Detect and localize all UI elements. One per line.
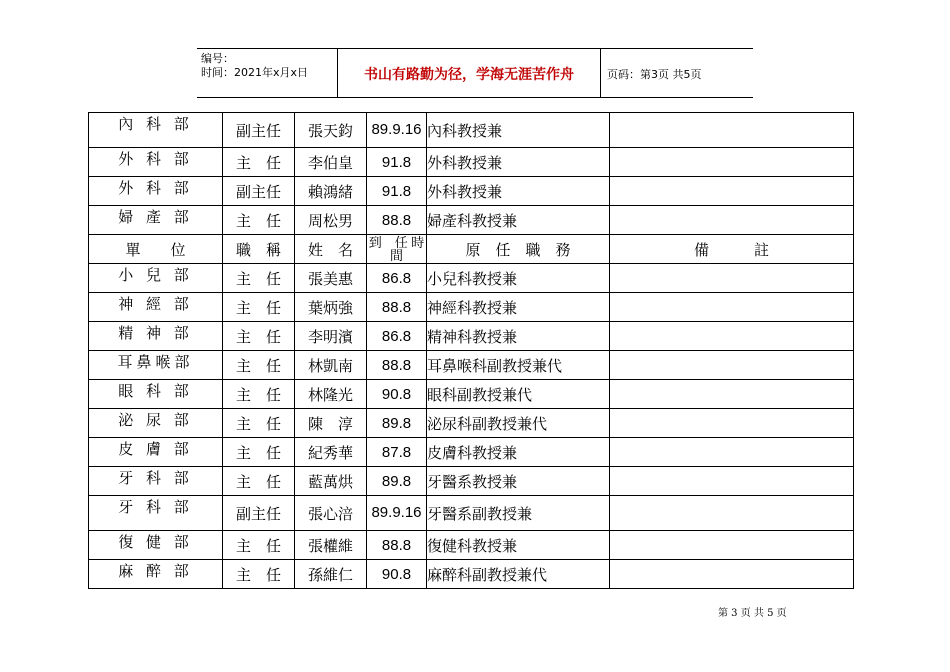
name-cell: 張美惠	[295, 264, 367, 293]
page-footer: 第 3 页 共 5 页	[718, 608, 787, 619]
notes-cell	[610, 177, 854, 206]
notes-cell	[610, 322, 854, 351]
name-cell: 賴鴻緒	[295, 177, 367, 206]
time-label: 时间：2021年x月x日	[201, 66, 309, 79]
date-cell: 88.8	[367, 531, 427, 560]
date-cell: 90.8	[367, 560, 427, 589]
date-cell: 86.8	[367, 322, 427, 351]
unit-cell: 眼 科 部	[89, 380, 223, 409]
header-notes: 備 註	[610, 235, 854, 264]
name-cell: 張天鈞	[295, 113, 367, 148]
name-cell: 紀秀華	[295, 438, 367, 467]
notes-cell	[610, 293, 854, 322]
page-header	[197, 48, 753, 98]
header-original-position: 原 任 職 務	[427, 235, 610, 264]
table-row	[89, 467, 854, 496]
unit-cell: 婦 產 部	[89, 206, 223, 235]
table-row	[89, 380, 854, 409]
unit-cell: 牙 科 部	[89, 496, 223, 531]
title-cell: 副主任	[223, 113, 295, 148]
table-row	[89, 148, 854, 177]
name-cell: 周松男	[295, 206, 367, 235]
title-cell: 主 任	[223, 438, 295, 467]
table-row	[89, 560, 854, 589]
notes-cell	[610, 560, 854, 589]
unit-cell: 牙 科 部	[89, 467, 223, 496]
unit-cell: 內 科 部	[89, 113, 223, 148]
unit-cell: 精 神 部	[89, 322, 223, 351]
date-cell: 91.8	[367, 177, 427, 206]
unit-cell: 麻 醉 部	[89, 560, 223, 589]
date-cell: 86.8	[367, 264, 427, 293]
table-row	[89, 177, 854, 206]
table-row	[89, 264, 854, 293]
table-row	[89, 113, 854, 148]
date-cell: 88.8	[367, 351, 427, 380]
notes-cell	[610, 113, 854, 148]
table-row	[89, 351, 854, 380]
table-row	[89, 409, 854, 438]
original-position-cell: 外科教授兼	[427, 177, 610, 206]
unit-cell: 復 健 部	[89, 531, 223, 560]
name-cell: 孫維仁	[295, 560, 367, 589]
original-position-cell: 牙醫系教授兼	[427, 467, 610, 496]
table-header-row	[89, 235, 854, 264]
name-cell: 李明濱	[295, 322, 367, 351]
header-date: 到 任 時 間	[367, 235, 427, 264]
original-position-cell: 耳鼻喉科副教授兼代	[427, 351, 610, 380]
date-cell: 91.8	[367, 148, 427, 177]
header-motto: 书山有路勤为径，学海无涯苦作舟	[364, 67, 574, 83]
original-position-cell: 麻醉科副教授兼代	[427, 560, 610, 589]
notes-cell	[610, 351, 854, 380]
original-position-cell: 內科教授兼	[427, 113, 610, 148]
name-cell: 藍萬烘	[295, 467, 367, 496]
staff-table	[88, 112, 854, 589]
title-cell: 主 任	[223, 409, 295, 438]
original-position-cell: 泌尿科副教授兼代	[427, 409, 610, 438]
title-cell: 主 任	[223, 206, 295, 235]
header-divider	[600, 49, 601, 97]
notes-cell	[610, 438, 854, 467]
notes-cell	[610, 531, 854, 560]
title-cell: 主 任	[223, 351, 295, 380]
date-cell: 87.8	[367, 438, 427, 467]
date-cell: 89.8	[367, 409, 427, 438]
notes-cell	[610, 380, 854, 409]
notes-cell	[610, 264, 854, 293]
title-cell: 副主任	[223, 496, 295, 531]
unit-cell: 神 經 部	[89, 293, 223, 322]
title-cell: 主 任	[223, 322, 295, 351]
header-name: 姓 名	[295, 235, 367, 264]
original-position-cell: 小兒科教授兼	[427, 264, 610, 293]
date-cell: 90.8	[367, 380, 427, 409]
header-unit: 單 位	[89, 235, 223, 264]
table-row	[89, 496, 854, 531]
date-cell: 88.8	[367, 206, 427, 235]
name-cell: 葉炳強	[295, 293, 367, 322]
notes-cell	[610, 148, 854, 177]
original-position-cell: 牙醫系副教授兼	[427, 496, 610, 531]
unit-cell: 外 科 部	[89, 148, 223, 177]
table-row	[89, 531, 854, 560]
header-title: 職 稱	[223, 235, 295, 264]
date-cell: 89.9.16	[367, 496, 427, 531]
unit-cell: 泌 尿 部	[89, 409, 223, 438]
title-cell: 主 任	[223, 467, 295, 496]
title-cell: 主 任	[223, 293, 295, 322]
unit-cell: 小 兒 部	[89, 264, 223, 293]
title-cell: 主 任	[223, 380, 295, 409]
title-cell: 主 任	[223, 264, 295, 293]
notes-cell	[610, 206, 854, 235]
table-row	[89, 322, 854, 351]
title-cell: 主 任	[223, 148, 295, 177]
name-cell: 張心涪	[295, 496, 367, 531]
original-position-cell: 皮膚科教授兼	[427, 438, 610, 467]
header-meta	[201, 52, 308, 80]
date-cell: 89.8	[367, 467, 427, 496]
name-cell: 李伯皇	[295, 148, 367, 177]
name-cell: 張權維	[295, 531, 367, 560]
code-label: 编号：	[201, 52, 234, 65]
table-row	[89, 293, 854, 322]
title-cell: 主 任	[223, 531, 295, 560]
notes-cell	[610, 467, 854, 496]
unit-cell: 外 科 部	[89, 177, 223, 206]
original-position-cell: 神經科教授兼	[427, 293, 610, 322]
title-cell: 主 任	[223, 560, 295, 589]
name-cell: 林隆光	[295, 380, 367, 409]
date-cell: 88.8	[367, 293, 427, 322]
table-row	[89, 206, 854, 235]
name-cell: 林凱南	[295, 351, 367, 380]
header-page-number: 页码：第3页 共5页	[607, 68, 702, 81]
title-cell: 副主任	[223, 177, 295, 206]
date-cell: 89.9.16	[367, 113, 427, 148]
original-position-cell: 外科教授兼	[427, 148, 610, 177]
unit-cell: 皮 膚 部	[89, 438, 223, 467]
original-position-cell: 復健科教授兼	[427, 531, 610, 560]
notes-cell	[610, 409, 854, 438]
table-row	[89, 438, 854, 467]
notes-cell	[610, 496, 854, 531]
original-position-cell: 婦產科教授兼	[427, 206, 610, 235]
original-position-cell: 精神科教授兼	[427, 322, 610, 351]
unit-cell: 耳鼻喉部	[89, 351, 223, 380]
name-cell: 陳 淳	[295, 409, 367, 438]
original-position-cell: 眼科副教授兼代	[427, 380, 610, 409]
